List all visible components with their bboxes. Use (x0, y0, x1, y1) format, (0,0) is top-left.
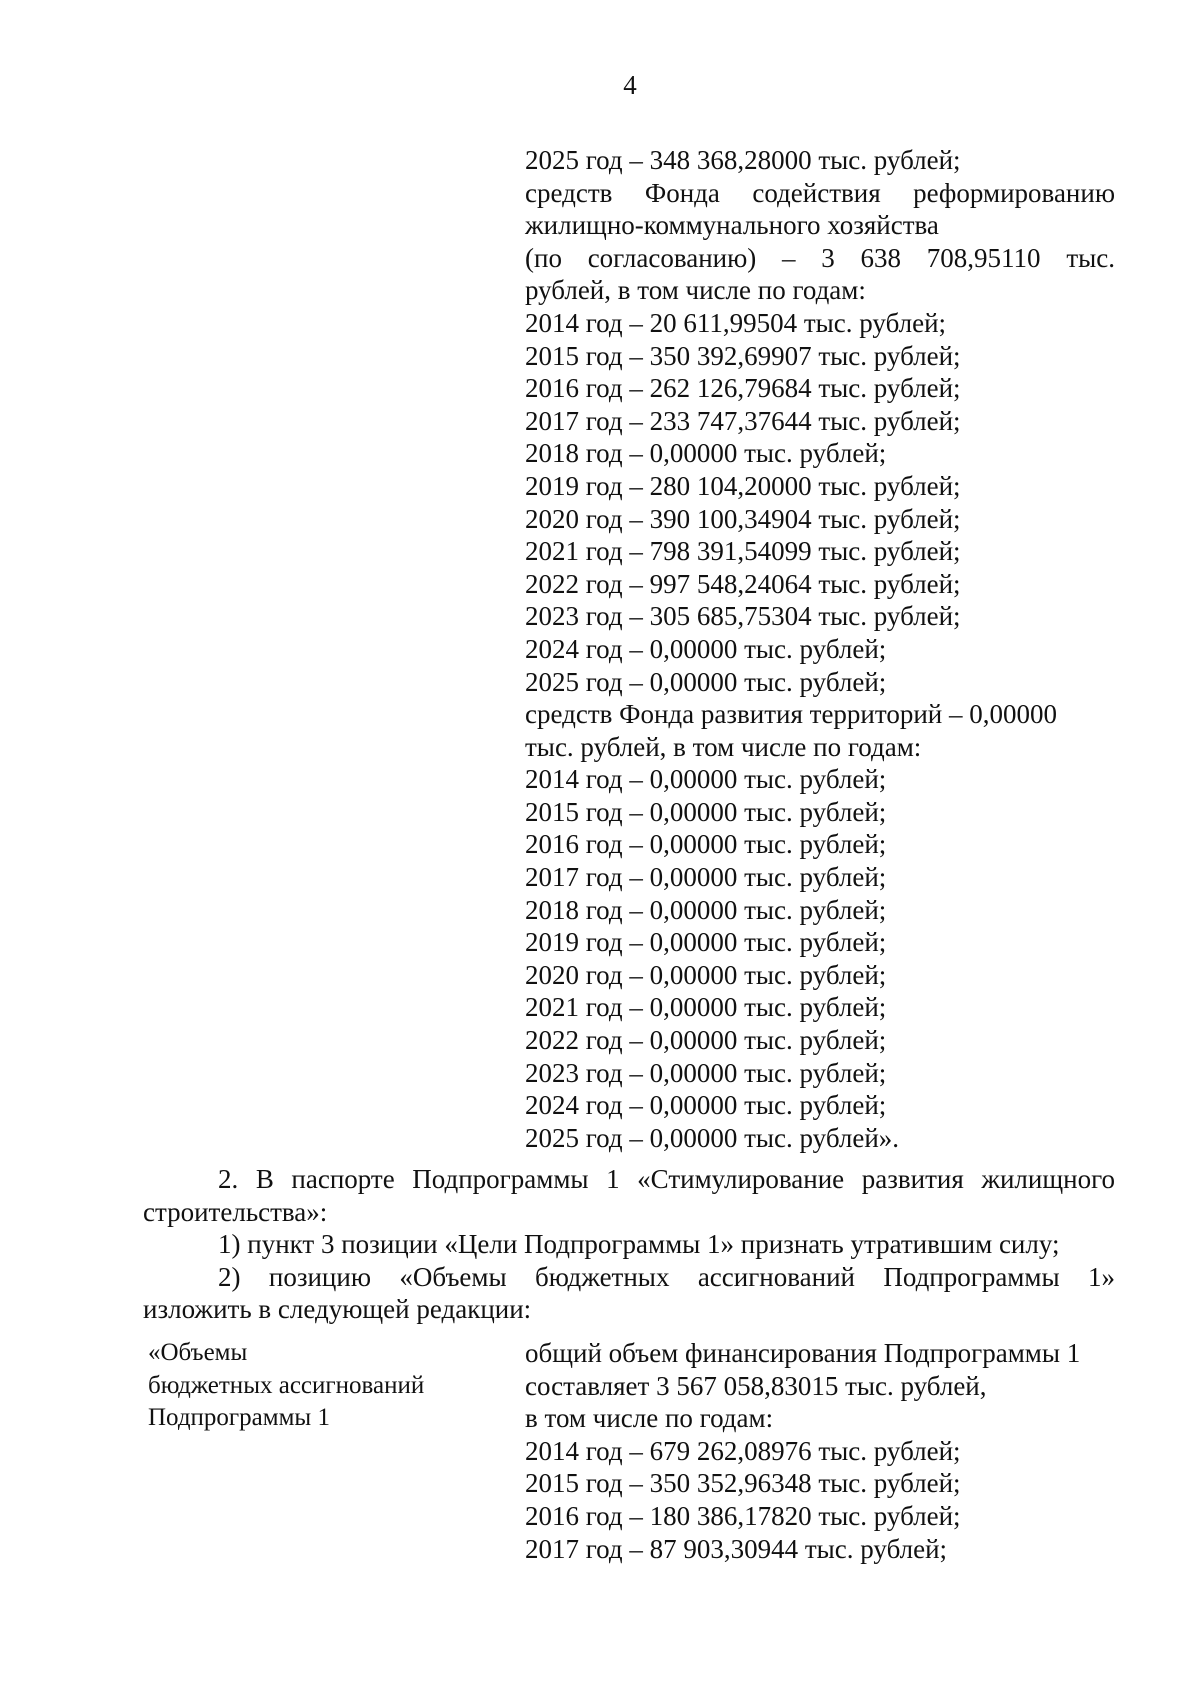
year-line: 2015 год – 0,00000 тыс. рублей; (525, 796, 887, 827)
fund-reform-heading-3: (по согласованию) – 3 638 708,95110 тыс. (525, 242, 1115, 273)
year-line: 2017 год – 87 903,30944 тыс. рублей; (525, 1533, 948, 1564)
section2-item-2-line2: изложить в следующей редакции: (143, 1294, 532, 1325)
year-line: 2022 год – 997 548,24064 тыс. рублей; (525, 568, 961, 599)
fund-territory-years-list (525, 763, 1115, 1154)
section2-paragraph-line1: 2. В паспорте Подпрограммы 1 «Стимулирование развития жилищного (218, 1164, 1115, 1194)
year-line: 2019 год – 0,00000 тыс. рублей; (525, 927, 887, 958)
year-line: 2018 год – 0,00000 тыс. рублей; (525, 438, 887, 469)
year-line: 2017 год – 233 747,37644 тыс. рублей; (525, 405, 961, 436)
passport-label-line2: бюджетных ассигнований (148, 1371, 425, 1399)
year-line: 2015 год – 350 352,96348 тыс. рублей; (525, 1468, 961, 1499)
year-line: 2022 год – 0,00000 тыс. рублей; (525, 1025, 887, 1056)
year-line: 2014 год – 20 611,99504 тыс. рублей; (525, 307, 947, 338)
passport-total-line2: составляет 3 567 058,83015 тыс. рублей, (525, 1370, 987, 1401)
passport-label (148, 1337, 488, 1435)
year-line: 2023 год – 305 685,75304 тыс. рублей; (525, 601, 961, 632)
section2-paragraph-line2: строительства»: (143, 1196, 328, 1227)
year-line: 2014 год – 0,00000 тыс. рублей; (525, 764, 887, 795)
section-2 (143, 1163, 1115, 1326)
section2-item-2-line1: 2) позицию «Объемы бюджетных ассигнований Подпрограммы 1» (218, 1261, 1115, 1292)
year-line: 2024 год – 0,00000 тыс. рублей; (525, 633, 887, 664)
year-line-2025: 2025 год – 348 368,28000 тыс. рублей; (525, 145, 961, 175)
passport-total-line1: общий объем финансирования Подпрограммы 1 (525, 1338, 1081, 1368)
fund-reform-heading-2: жилищно-коммунального хозяйства (525, 210, 939, 241)
year-line: 2019 год – 280 104,20000 тыс. рублей; (525, 470, 961, 501)
year-line: 2016 год – 262 126,79684 тыс. рублей; (525, 373, 961, 404)
year-line: 2014 год – 679 262,08976 тыс. рублей; (525, 1435, 961, 1466)
passport-label-line1: «Объемы (148, 1339, 248, 1366)
fund-territory-heading-1: средств Фонда развития территорий – 0,00000 (525, 699, 1057, 730)
fund-reform-heading-4: рублей, в том числе по годам: (525, 275, 866, 306)
passport-label-line3: Подпрограммы 1 (148, 1404, 330, 1432)
passport-value (525, 1337, 1115, 1565)
year-line: 2020 год – 0,00000 тыс. рублей; (525, 959, 887, 990)
year-line: 2023 год – 0,00000 тыс. рублей; (525, 1057, 887, 1088)
fund-reform-years-list (525, 307, 1115, 698)
section2-item-1: 1) пункт 3 позиции «Цели Подпрограммы 1» признать утратившим силу; (218, 1229, 1060, 1260)
year-line: 2016 год – 0,00000 тыс. рублей; (525, 829, 887, 860)
year-line: 2016 год – 180 386,17820 тыс. рублей; (525, 1500, 961, 1531)
passport-years-list (525, 1435, 1115, 1565)
year-line: 2024 год – 0,00000 тыс. рублей; (525, 1090, 887, 1121)
passport-total-line3: в том числе по годам: (525, 1403, 774, 1434)
year-line: 2021 год – 0,00000 тыс. рублей; (525, 992, 887, 1023)
funding-sources-block (525, 144, 1115, 1154)
year-line: 2018 год – 0,00000 тыс. рублей; (525, 894, 887, 925)
year-line: 2015 год – 350 392,69907 тыс. рублей; (525, 340, 961, 371)
page-number: 4 (623, 70, 637, 100)
year-line: 2020 год – 390 100,34904 тыс. рублей; (525, 503, 961, 534)
year-line: 2025 год – 0,00000 тыс. рублей; (525, 666, 887, 697)
year-line: 2025 год – 0,00000 тыс. рублей». (525, 1122, 900, 1153)
fund-territory-heading-2: тыс. рублей, в том числе по годам: (525, 731, 922, 762)
fund-reform-heading-1: средств Фонда содействия реформированию (525, 177, 1115, 208)
year-line: 2021 год – 798 391,54099 тыс. рублей; (525, 536, 961, 567)
year-line: 2017 год – 0,00000 тыс. рублей; (525, 862, 887, 893)
